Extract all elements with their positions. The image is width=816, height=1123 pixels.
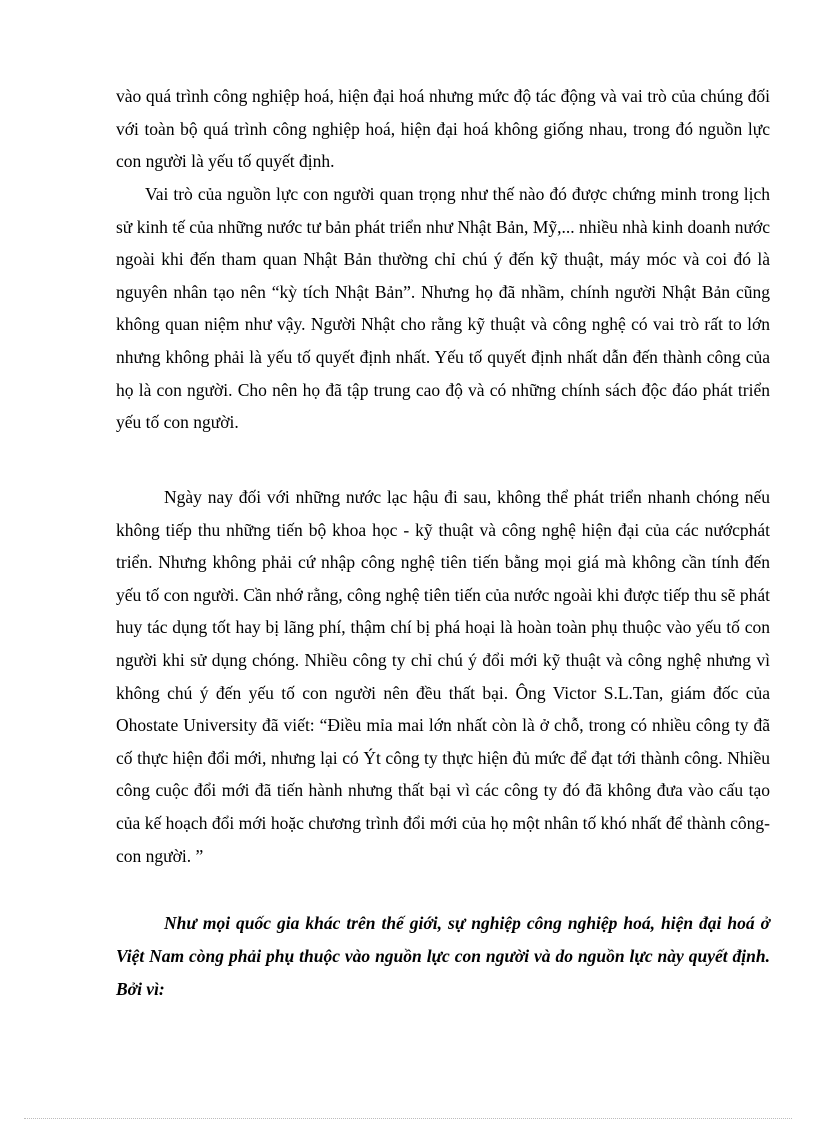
paragraph-developing-countries: Ngày nay đối với những nước lạc hậu đi sau, không thể phát triển nhanh chóng nếu không tiếp thu những tiến bộ khoa học - kỹ thuật và công nghệ hiện đại của các nướcphát triển. Nhưng không phải cứ nhập công nghệ tiên tiến bằng mọi giá mà không cần tính đến yếu tố con người. Cần nhớ rằng, công nghệ tiên tiến của nước ngoài khi được tiếp thu sẽ phát huy tác dụng tốt hay bị lãng phí, thậm chí bị phá hoại là hoàn toàn phụ thuộc vào yếu tố con người khi sử dụng chóng. Nhiều công ty chỉ chú ý đổi mới kỹ thuật và công nghệ nhưng vì không chú ý đến yếu tố con người nên đều thất bại. Ông Victor S.L.Tan, giám đốc của Ohostate University đã viết: “Điều mỉa mai lớn nhất còn là ở chỗ, trong có nhiều công ty đã cố thực hiện đổi mới, nhưng lại có Ýt công ty thực hiện đủ mức để đạt tới thành công. Nhiều công cuộc đổi mới đã tiến hành nhưng thất bại vì các công ty đó đã không đưa vào cấu tạo của kế hoạch đổi mới hoặc chương trình đổi mới của họ một nhân tố khó nhất để thành công- con người. ”	[116, 487, 770, 866]
paragraph-japan-example: Vai trò của nguồn lực con người quan trọng như thế nào đó được chứng minh trong lịch sử kinh tế của những nước tư bản phát triển như Nhật Bản, Mỹ,... nhiều nhà kinh doanh nước ngoài khi đến tham quan Nhật Bản thường chỉ chú ý đến kỹ thuật, máy móc và coi đó là nguyên nhân tạo nên “kỳ tích Nhật Bản”. Nhưng họ đã nhầm, chính người Nhật Bản cũng không quan niệm như vậy. Người Nhật cho rằng kỹ thuật và công nghệ có vai trò rất to lớn nhưng không phải là yếu tố quyết định nhất. Yếu tố quyết định nhất dẫn đến thành công của họ là con người. Cho nên họ đã tập trung cao độ và có những chính sách độc đáo phát triển yếu tố con người.	[116, 184, 770, 433]
paragraph-vietnam-emphasis: Như mọi quốc gia khác trên thế giới, sự nghiệp công nghiệp hoá, hiện đại hoá ở Việt Nam còng phải phụ thuộc vào nguồn lực con người và do nguồn lực này quyết định. Bởi vì:	[116, 913, 770, 999]
page-bottom-divider	[24, 1118, 792, 1119]
paragraph-continuation: vào quá trình công nghiệp hoá, hiện đại hoá nhưng mức độ tác động và vai trò của chúng đối với toàn bộ quá trình công nghiệp hoá, hiện đại hoá không giống nhau, trong đó nguồn lực con người là yếu tố quyết định.	[116, 86, 770, 172]
